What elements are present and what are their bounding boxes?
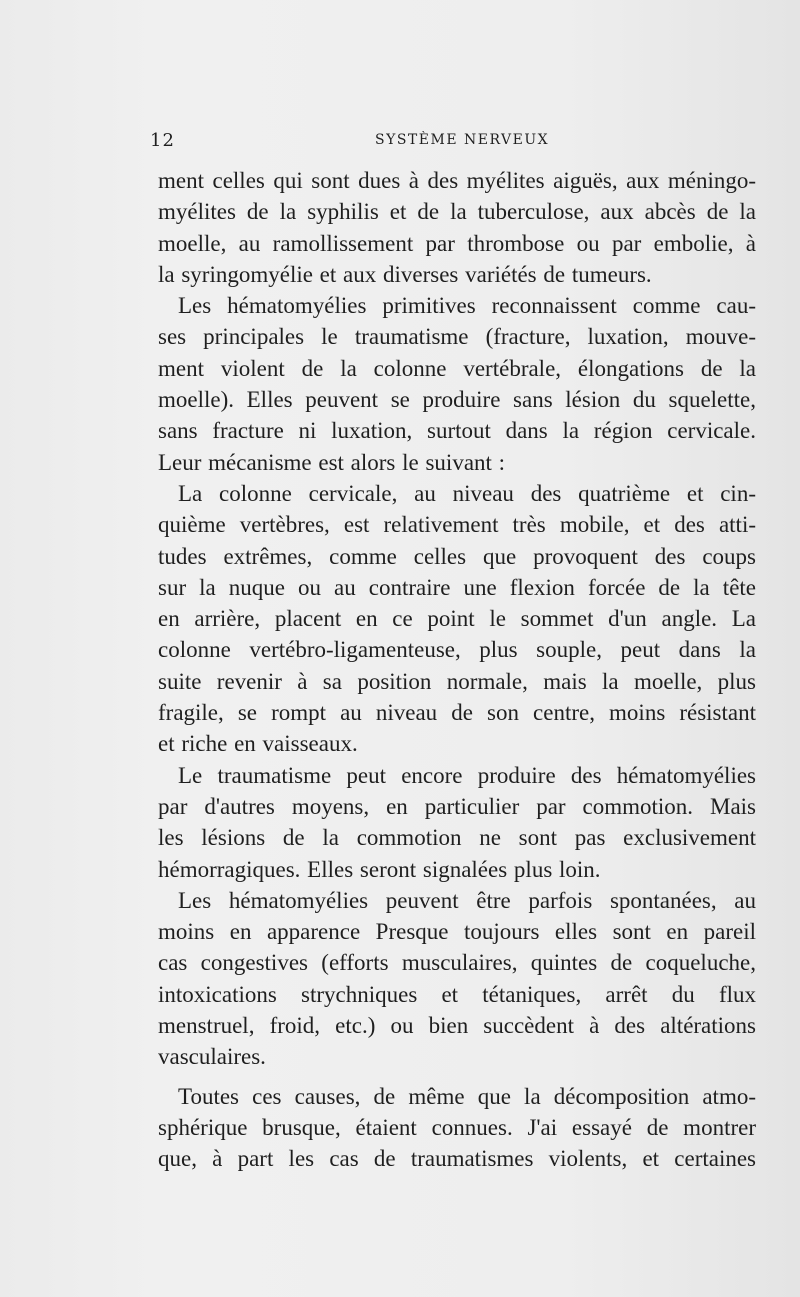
text-line: fragile, se rompt au niveau de son centre, moins résistant — [158, 700, 756, 726]
text-line: quième vertèbres, est relativement très mobile, et des atti- — [158, 512, 756, 538]
running-head: SYSTÈME NERVEUX — [375, 132, 550, 148]
text-line: que, à part les cas de traumatismes violents, et certaines — [158, 1146, 756, 1172]
paragraph-first-line: Les hématomyélies peuvent être parfois spontanées, au — [178, 887, 756, 913]
text-line: la syringomyélie et aux diverses variétés de tumeurs. — [158, 261, 652, 287]
text-line: sans fracture ni luxation, surtout dans la région cervicale. — [158, 418, 756, 444]
paragraph-gap — [158, 1073, 756, 1081]
paragraph-first-line: La colonne cervicale, au niveau des quatrième et cin- — [178, 480, 756, 506]
text-line: sphérique brusque, étaient connues. J'ai essayé de montrer — [158, 1114, 756, 1140]
text-line: hémorragiques. Elles seront signalées plus loin. — [158, 856, 601, 882]
text-line: ment celles qui sont dues à des myélites aiguës, aux méningo- — [158, 168, 756, 193]
text-line: moelle, au ramollissement par thrombose ou par embolie, à — [158, 230, 756, 256]
body-text — [158, 165, 756, 1265]
text-line: moins en apparence Presque toujours elles sont en pareil — [158, 919, 756, 945]
text-line: en arrière, placent en ce point le sommet d'un angle. La — [158, 606, 756, 632]
paragraph-first-line: Toutes ces causes, de même que la décomposition atmo- — [178, 1083, 756, 1109]
paragraph-first-line: Le traumatisme peut encore produire des hématomyélies — [178, 762, 756, 788]
page-number: 12 — [150, 130, 175, 151]
text-line: cas congestives (efforts musculaires, quintes de coqueluche, — [158, 950, 756, 976]
page-header — [150, 130, 770, 154]
text-line: intoxications strychniques et tétaniques, arrêt du flux — [158, 981, 756, 1007]
text-line: tudes extrêmes, comme celles que provoquent des coups — [158, 543, 756, 569]
text-line: moelle). Elles peuvent se produire sans lésion du squelette, — [158, 387, 756, 413]
text-line: ment violent de la colonne vertébrale, élongations de la — [158, 355, 756, 381]
text-line: suite revenir à sa position normale, mais la moelle, plus — [158, 668, 756, 694]
text-line: sur la nuque ou au contraire une flexion forcée de la tête — [158, 574, 756, 600]
text-line: myélites de la syphilis et de la tuberculose, aux abcès de la — [158, 199, 756, 225]
text-line: vasculaires. — [158, 1044, 266, 1070]
text-line: colonne vertébro-ligamenteuse, plus souple, peut dans la — [158, 637, 756, 663]
text-line: ses principales le traumatisme (fracture, luxation, mouve- — [158, 324, 756, 350]
paragraph-first-line: Les hématomyélies primitives reconnaissent comme cau- — [178, 293, 756, 319]
text-line: par d'autres moyens, en particulier par commotion. Mais — [158, 793, 756, 819]
text-line: et riche en vaisseaux. — [158, 731, 358, 757]
text-line: menstruel, froid, etc.) ou bien succèdent à des altérations — [158, 1013, 756, 1039]
text-line: les lésions de la commotion ne sont pas exclusivement — [158, 825, 756, 851]
text-line: Leur mécanisme est alors le suivant : — [158, 449, 506, 475]
